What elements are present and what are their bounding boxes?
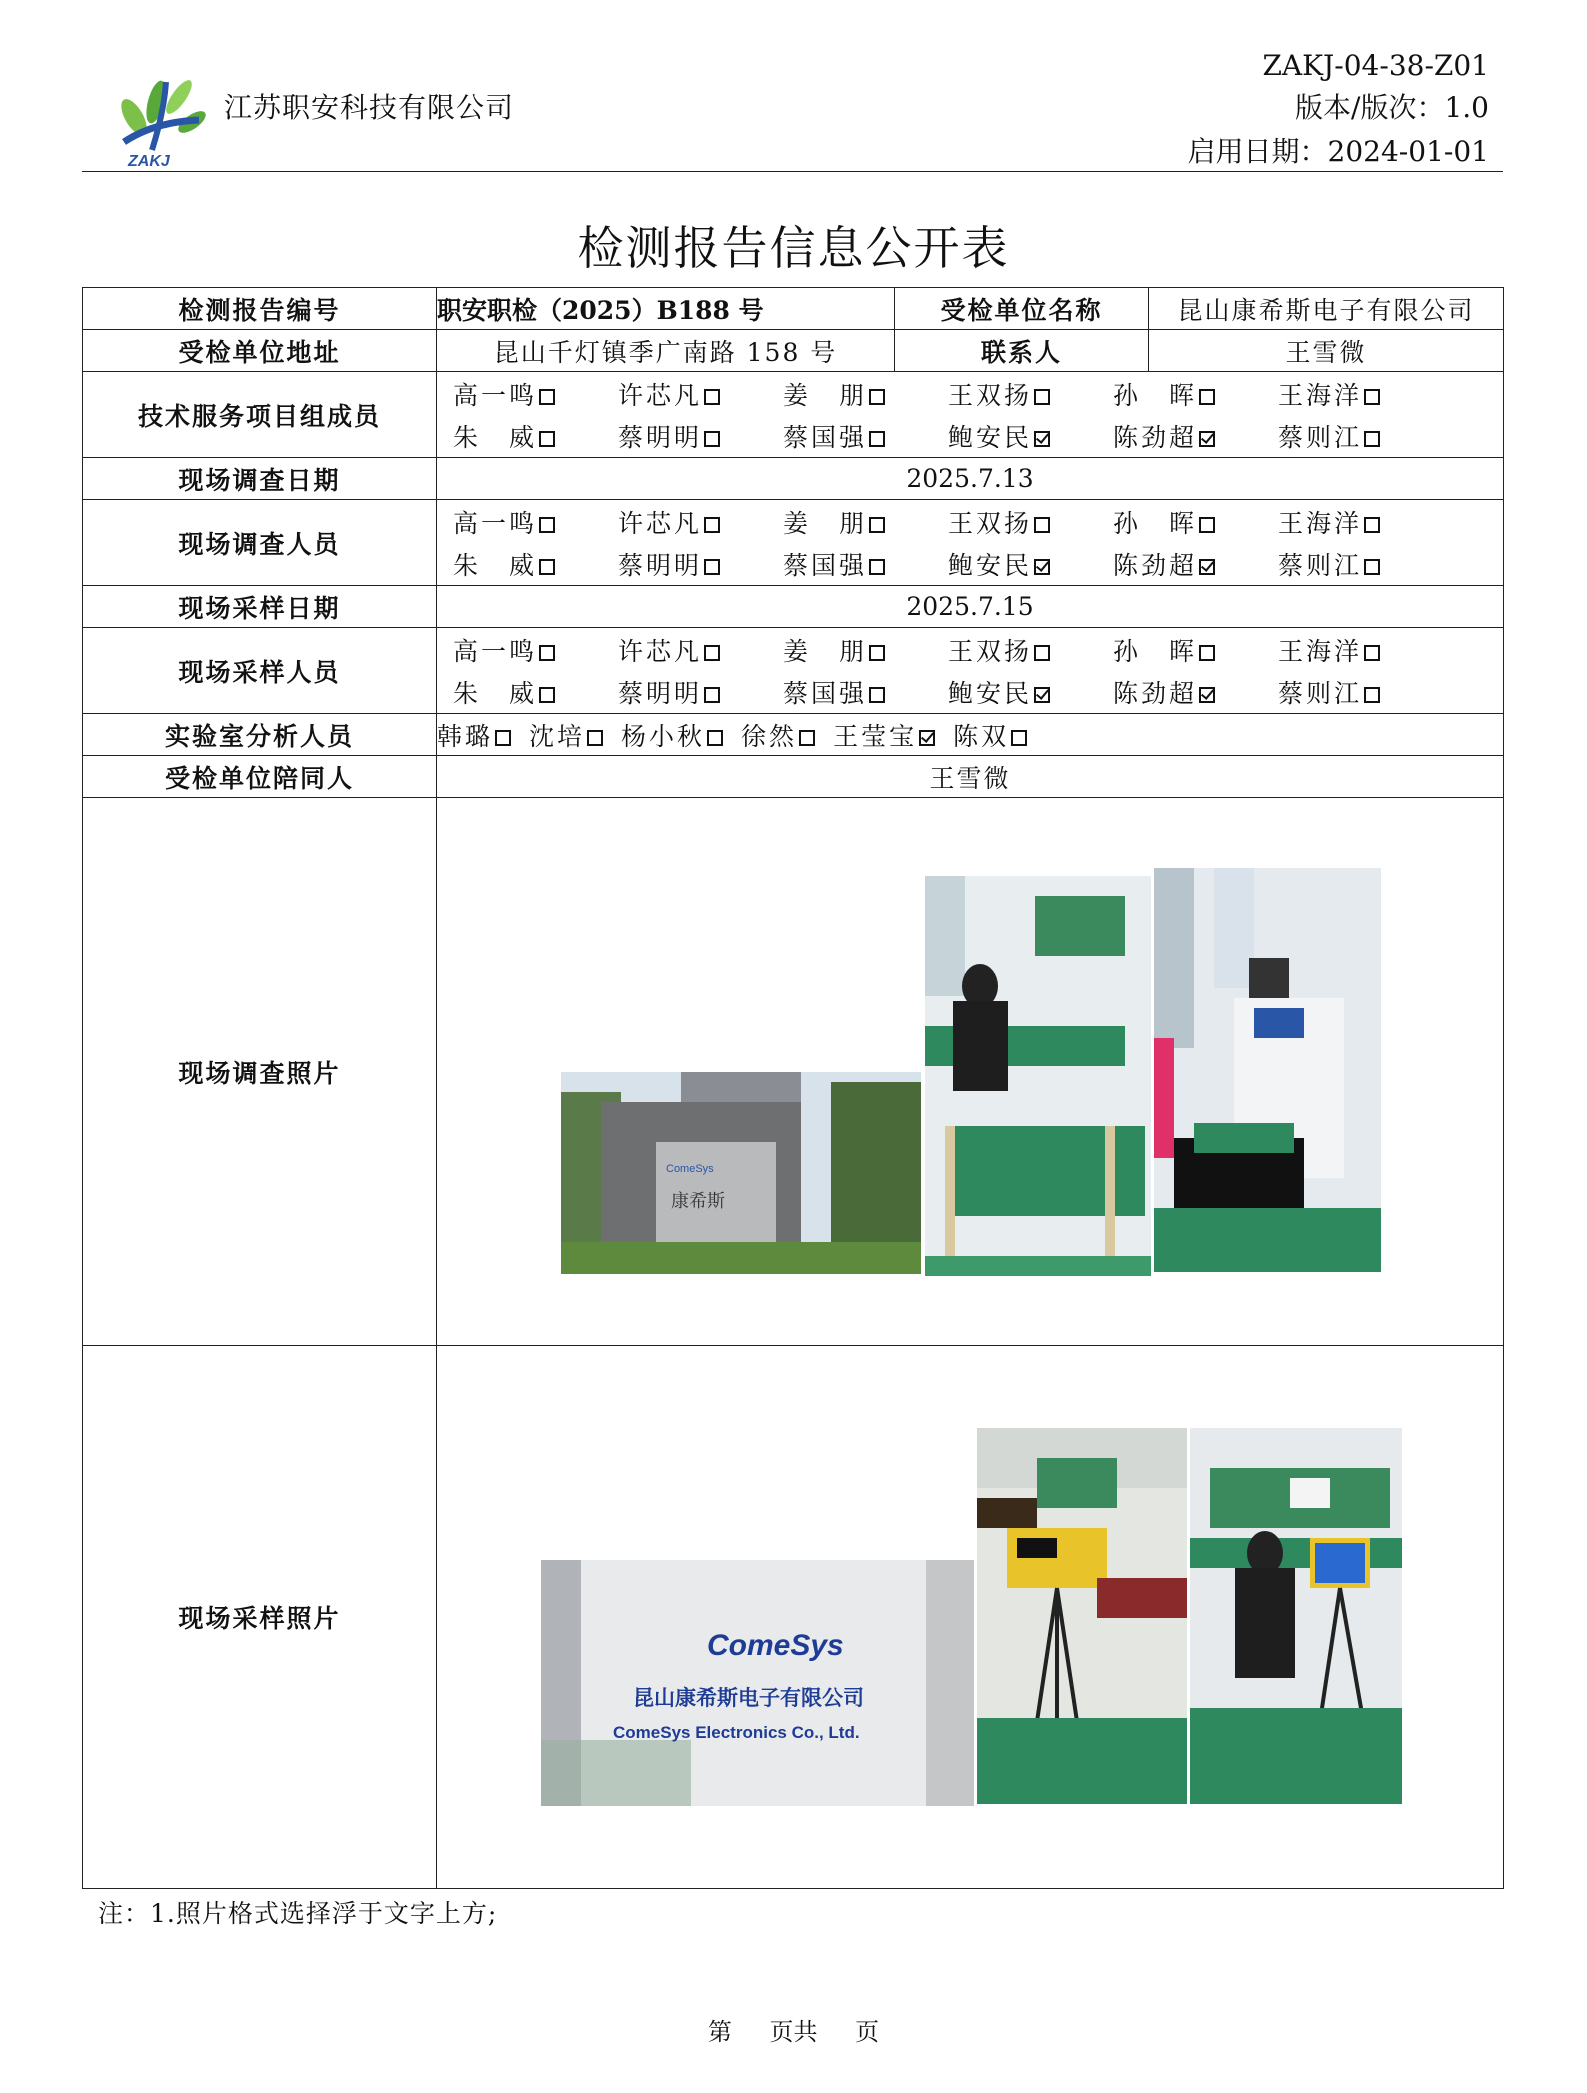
lab-staff-people [437, 714, 1504, 756]
checkbox[interactable] [539, 559, 555, 575]
person-entry [453, 418, 618, 454]
survey-photos-label: 现场调查照片 [83, 798, 437, 1346]
person-entry [1113, 418, 1278, 454]
checkbox[interactable] [495, 730, 511, 746]
person-entry [948, 674, 1113, 710]
person-name: 高一鸣 [453, 508, 538, 538]
checkbox[interactable] [1199, 687, 1215, 703]
checkbox[interactable] [539, 517, 555, 533]
person-name: 孙 晖 [1113, 636, 1198, 666]
person-entry [783, 504, 948, 540]
person-name: 孙 晖 [1113, 380, 1198, 410]
sampling-photos-cell [437, 1346, 1504, 1889]
escort-label: 受检单位陪同人 [83, 756, 437, 798]
workshop-photo-1 [925, 876, 1151, 1276]
lab-person-name: 沈培 [529, 721, 586, 751]
unit-address-label: 受检单位地址 [83, 330, 437, 372]
checkbox[interactable] [799, 730, 815, 746]
person-name: 蔡则江 [1278, 422, 1363, 452]
checkbox[interactable] [539, 431, 555, 447]
person-name: 蔡国强 [783, 550, 868, 580]
tech-team-label: 技术服务项目组成员 [83, 372, 437, 458]
person-entry [948, 376, 1113, 412]
person-entry [783, 674, 948, 710]
person-entry [1113, 546, 1278, 582]
person-entry [948, 418, 1113, 454]
checkbox[interactable] [704, 517, 720, 533]
note: 注：1.照片格式选择浮于文字上方; [98, 1899, 498, 1928]
checkbox[interactable] [704, 559, 720, 575]
lab-person-name: 王莹宝 [833, 721, 918, 751]
lab-person-name: 杨小秋 [621, 721, 706, 751]
person-name: 王海洋 [1278, 508, 1363, 538]
person-entry [948, 546, 1113, 582]
doc-code: ZAKJ-04-38-Z01 [1262, 49, 1489, 82]
sign-brand: ComeSys [707, 1629, 844, 1662]
checkbox[interactable] [1199, 559, 1215, 575]
checkbox[interactable] [1364, 389, 1380, 405]
page-footer [0, 2012, 1587, 2047]
checkbox[interactable] [1364, 645, 1380, 661]
checkbox[interactable] [1364, 687, 1380, 703]
enable-date: 启用日期：2024-01-01 [1187, 135, 1489, 168]
sampling-tripod-photo-2 [1190, 1428, 1402, 1804]
checkbox[interactable] [539, 687, 555, 703]
sampling-staff-label: 现场采样人员 [83, 628, 437, 714]
workshop-photo-2 [1154, 868, 1381, 1272]
tech-team-people [437, 372, 1504, 458]
checkbox[interactable] [704, 389, 720, 405]
person-name: 鲍安民 [948, 678, 1033, 708]
person-entry [1113, 632, 1278, 668]
checkbox[interactable] [1199, 645, 1215, 661]
person-name: 蔡明明 [618, 678, 703, 708]
person-entry [1113, 674, 1278, 710]
person-entry [1278, 632, 1443, 668]
lab-person-name: 徐然 [741, 721, 798, 751]
person-name: 姜 朋 [783, 508, 868, 538]
checkbox[interactable] [1199, 389, 1215, 405]
person-entry [1278, 546, 1443, 582]
person-name: 鲍安民 [948, 422, 1033, 452]
lab-person-entry [833, 722, 935, 751]
checkbox[interactable] [869, 645, 885, 661]
checkbox[interactable] [1199, 431, 1215, 447]
person-entry [453, 376, 618, 412]
checkbox[interactable] [1364, 431, 1380, 447]
checkbox[interactable] [869, 389, 885, 405]
person-name: 高一鸣 [453, 636, 538, 666]
lab-person-name: 陈双 [953, 721, 1010, 751]
sign-company: 昆山康希斯电子有限公司 [633, 1686, 864, 1710]
checkbox[interactable] [869, 431, 885, 447]
lab-person-name: 韩璐 [437, 721, 494, 751]
sampling-staff-people [437, 628, 1504, 714]
person-name: 蔡国强 [783, 422, 868, 452]
person-name: 陈劲超 [1113, 422, 1198, 452]
person-name: 陈劲超 [1113, 550, 1198, 580]
unit-name: 昆山康希斯电子有限公司 [1149, 288, 1504, 330]
escort: 王雪微 [437, 756, 1504, 798]
person-entry [453, 632, 618, 668]
header-divider [82, 171, 1503, 172]
person-entry [783, 632, 948, 668]
person-name: 高一鸣 [453, 380, 538, 410]
svg-text:ComeSys: ComeSys [666, 1163, 714, 1175]
person-entry [618, 418, 783, 454]
person-entry [618, 376, 783, 412]
person-name: 王海洋 [1278, 380, 1363, 410]
person-name: 王双扬 [948, 380, 1033, 410]
lab-person-entry [621, 722, 723, 751]
lab-person-entry [437, 722, 511, 751]
report-no: 职安职检（2025）B188 号 [437, 288, 895, 330]
checkbox[interactable] [1034, 687, 1050, 703]
contact-label: 联系人 [895, 330, 1149, 372]
person-entry [783, 418, 948, 454]
person-name: 蔡则江 [1278, 550, 1363, 580]
person-entry [618, 674, 783, 710]
person-entry [1278, 376, 1443, 412]
checkbox[interactable] [1034, 517, 1050, 533]
person-name: 陈劲超 [1113, 678, 1198, 708]
person-entry [1278, 674, 1443, 710]
sign-english: ComeSys Electronics Co., Ltd. [613, 1723, 860, 1742]
checkbox[interactable] [704, 687, 720, 703]
company-logo [104, 62, 216, 170]
person-name: 王双扬 [948, 508, 1033, 538]
person-name: 许芯凡 [618, 508, 703, 538]
checkbox[interactable] [919, 730, 935, 746]
company-name: 江苏职安科技有限公司 [224, 91, 515, 124]
checkbox[interactable] [539, 645, 555, 661]
checkbox[interactable] [704, 431, 720, 447]
footer-page: 第 [707, 2018, 732, 2046]
lab-person-entry [529, 722, 603, 751]
person-name: 许芯凡 [618, 636, 703, 666]
checkbox[interactable] [707, 730, 723, 746]
person-entry [948, 504, 1113, 540]
person-name: 姜 朋 [783, 380, 868, 410]
person-name: 许芯凡 [618, 380, 703, 410]
page-title: 检测报告信息公开表 [577, 221, 1010, 275]
survey-date: 2025.7.13 [437, 458, 1504, 500]
person-name: 蔡明明 [618, 422, 703, 452]
checkbox[interactable] [869, 687, 885, 703]
person-name: 朱 威 [453, 678, 538, 708]
checkbox[interactable] [869, 559, 885, 575]
checkbox[interactable] [1364, 517, 1380, 533]
person-entry [948, 632, 1113, 668]
person-entry [618, 632, 783, 668]
sampling-date: 2025.7.15 [437, 586, 1504, 628]
report-no-label: 检测报告编号 [83, 288, 437, 330]
logo-text: ZAKJ [128, 153, 170, 170]
sampling-tripod-photo-1 [977, 1428, 1187, 1804]
checkbox[interactable] [869, 517, 885, 533]
checkbox[interactable] [1034, 389, 1050, 405]
company-sign-photo [541, 1560, 974, 1806]
person-name: 姜 朋 [783, 636, 868, 666]
person-name: 朱 威 [453, 550, 538, 580]
lab-person-entry [953, 722, 1027, 751]
unit-address: 昆山千灯镇季广南路 158 号 [437, 330, 895, 372]
footer-of: 页共 [769, 2018, 818, 2046]
person-entry [1278, 504, 1443, 540]
checkbox[interactable] [539, 389, 555, 405]
person-entry [783, 376, 948, 412]
survey-staff-people [437, 500, 1504, 586]
person-name: 蔡则江 [1278, 678, 1363, 708]
person-entry [783, 546, 948, 582]
footer-total: 页 [855, 2018, 880, 2046]
sampling-photos-label: 现场采样照片 [83, 1346, 437, 1889]
person-entry [1278, 418, 1443, 454]
person-entry [618, 504, 783, 540]
person-entry [453, 546, 618, 582]
checkbox[interactable] [587, 730, 603, 746]
sampling-date-label: 现场采样日期 [83, 586, 437, 628]
unit-name-label: 受检单位名称 [895, 288, 1149, 330]
checkbox[interactable] [1364, 559, 1380, 575]
person-name: 王海洋 [1278, 636, 1363, 666]
checkbox[interactable] [1034, 431, 1050, 447]
svg-text:康希斯: 康希斯 [671, 1191, 725, 1212]
version: 版本/版次：1.0 [1295, 91, 1489, 124]
person-name: 蔡明明 [618, 550, 703, 580]
checkbox[interactable] [1034, 559, 1050, 575]
checkbox[interactable] [1034, 645, 1050, 661]
person-name: 朱 威 [453, 422, 538, 452]
person-name: 孙 晖 [1113, 508, 1198, 538]
person-name: 王双扬 [948, 636, 1033, 666]
survey-photos-cell [437, 798, 1504, 1346]
person-entry [1113, 504, 1278, 540]
gate-photo [561, 1072, 921, 1274]
person-entry [618, 546, 783, 582]
person-name: 蔡国强 [783, 678, 868, 708]
lab-staff-label: 实验室分析人员 [83, 714, 437, 756]
person-entry [1113, 376, 1278, 412]
lab-person-entry [741, 722, 815, 751]
checkbox[interactable] [1199, 517, 1215, 533]
person-name: 鲍安民 [948, 550, 1033, 580]
report-info-table [82, 287, 1504, 1889]
survey-staff-label: 现场调查人员 [83, 500, 437, 586]
checkbox[interactable] [1011, 730, 1027, 746]
survey-date-label: 现场调查日期 [83, 458, 437, 500]
person-entry [453, 674, 618, 710]
person-entry [453, 504, 618, 540]
contact: 王雪微 [1149, 330, 1504, 372]
checkbox[interactable] [704, 645, 720, 661]
